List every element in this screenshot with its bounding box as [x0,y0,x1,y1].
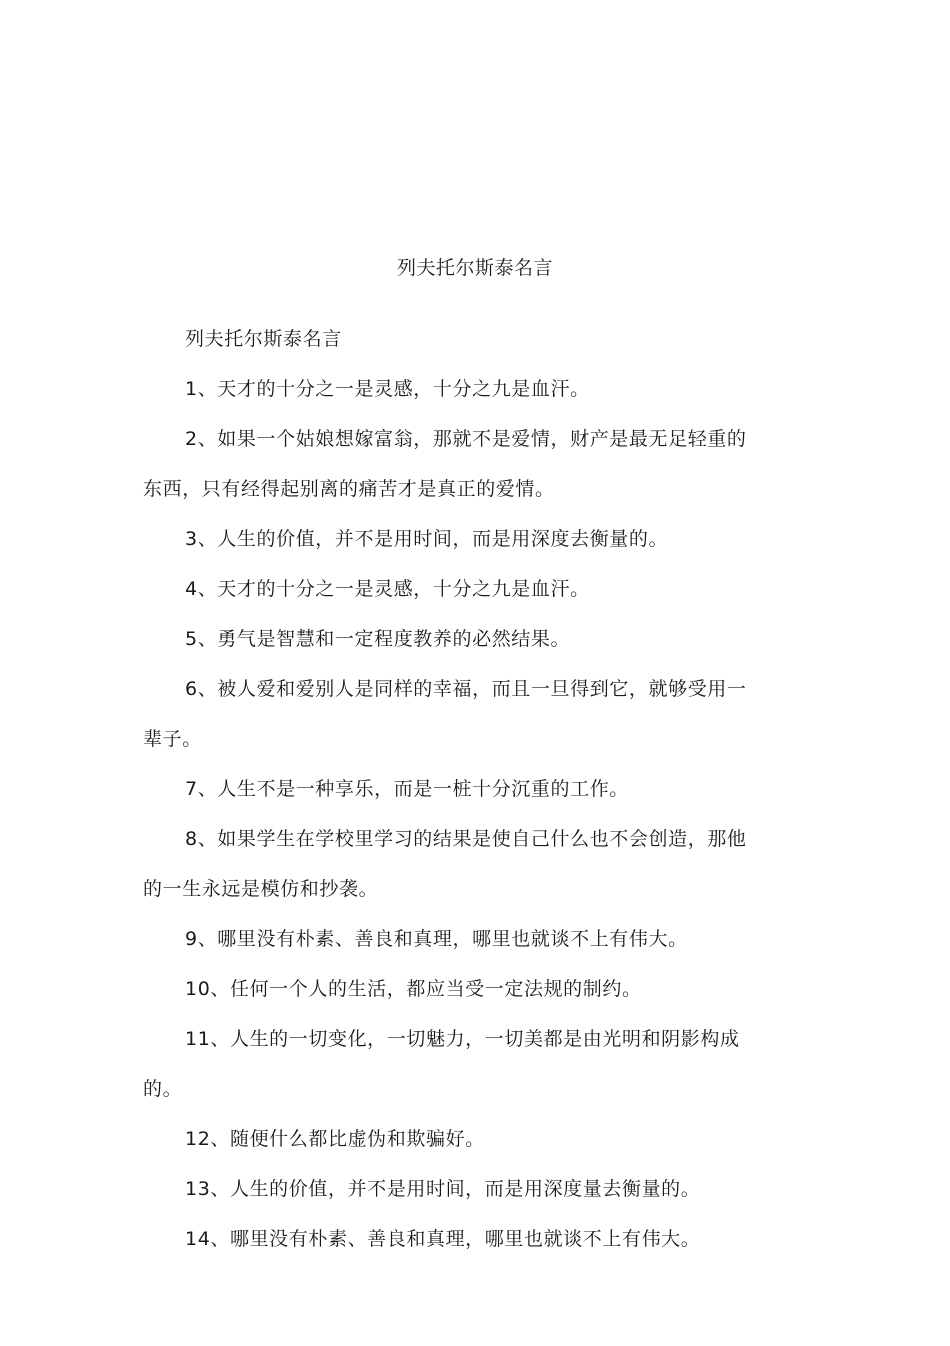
quote-paragraph: 5、勇气是智慧和一定程度教养的必然结果。 [185,628,571,650]
document-title: 列夫托尔斯泰名言 [396,257,553,279]
quote-paragraph: 10、任何一个人的生活，都应当受一定法规的制约。 [185,978,642,1000]
quote-paragraph: 2、如果一个姑娘想嫁富翁，那就不是爱情，财产是最无足轻重的东西，只有经得起别离的痛苦才是真正的爱情。 [143,428,747,500]
quote-paragraph: 3、人生的价值，并不是用时间，而是用深度去衡量的。 [185,528,669,550]
quote-paragraph: 9、哪里没有朴素、善良和真理，哪里也就谈不上有伟大。 [185,928,688,950]
quote-paragraph: 7、人生不是一种享乐，而是一桩十分沉重的工作。 [185,778,629,800]
quote-paragraph: 1、天才的十分之一是灵感，十分之九是血汗。 [185,378,590,400]
quote-paragraph: 14、哪里没有朴素、善良和真理，哪里也就谈不上有伟大。 [185,1228,701,1250]
quote-paragraph: 12、随便什么都比虚伪和欺骗好。 [185,1128,485,1150]
document-subtitle: 列夫托尔斯泰名言 [185,328,342,350]
quote-paragraph: 13、人生的价值，并不是用时间，而是用深度量去衡量的。 [185,1178,701,1200]
quote-paragraph: 4、天才的十分之一是灵感，十分之九是血汗。 [185,578,590,600]
quote-paragraph: 11、人生的一切变化，一切魅力，一切美都是由光明和阴影构成的。 [143,1028,740,1100]
quote-paragraph: 6、被人爱和爱别人是同样的幸福，而且一旦得到它，就够受用一辈子。 [143,678,747,750]
document-body [143,314,749,1264]
quote-paragraph: 8、如果学生在学校里学习的结果是使自己什么也不会创造，那他的一生永远是模仿和抄袭。 [143,828,747,900]
